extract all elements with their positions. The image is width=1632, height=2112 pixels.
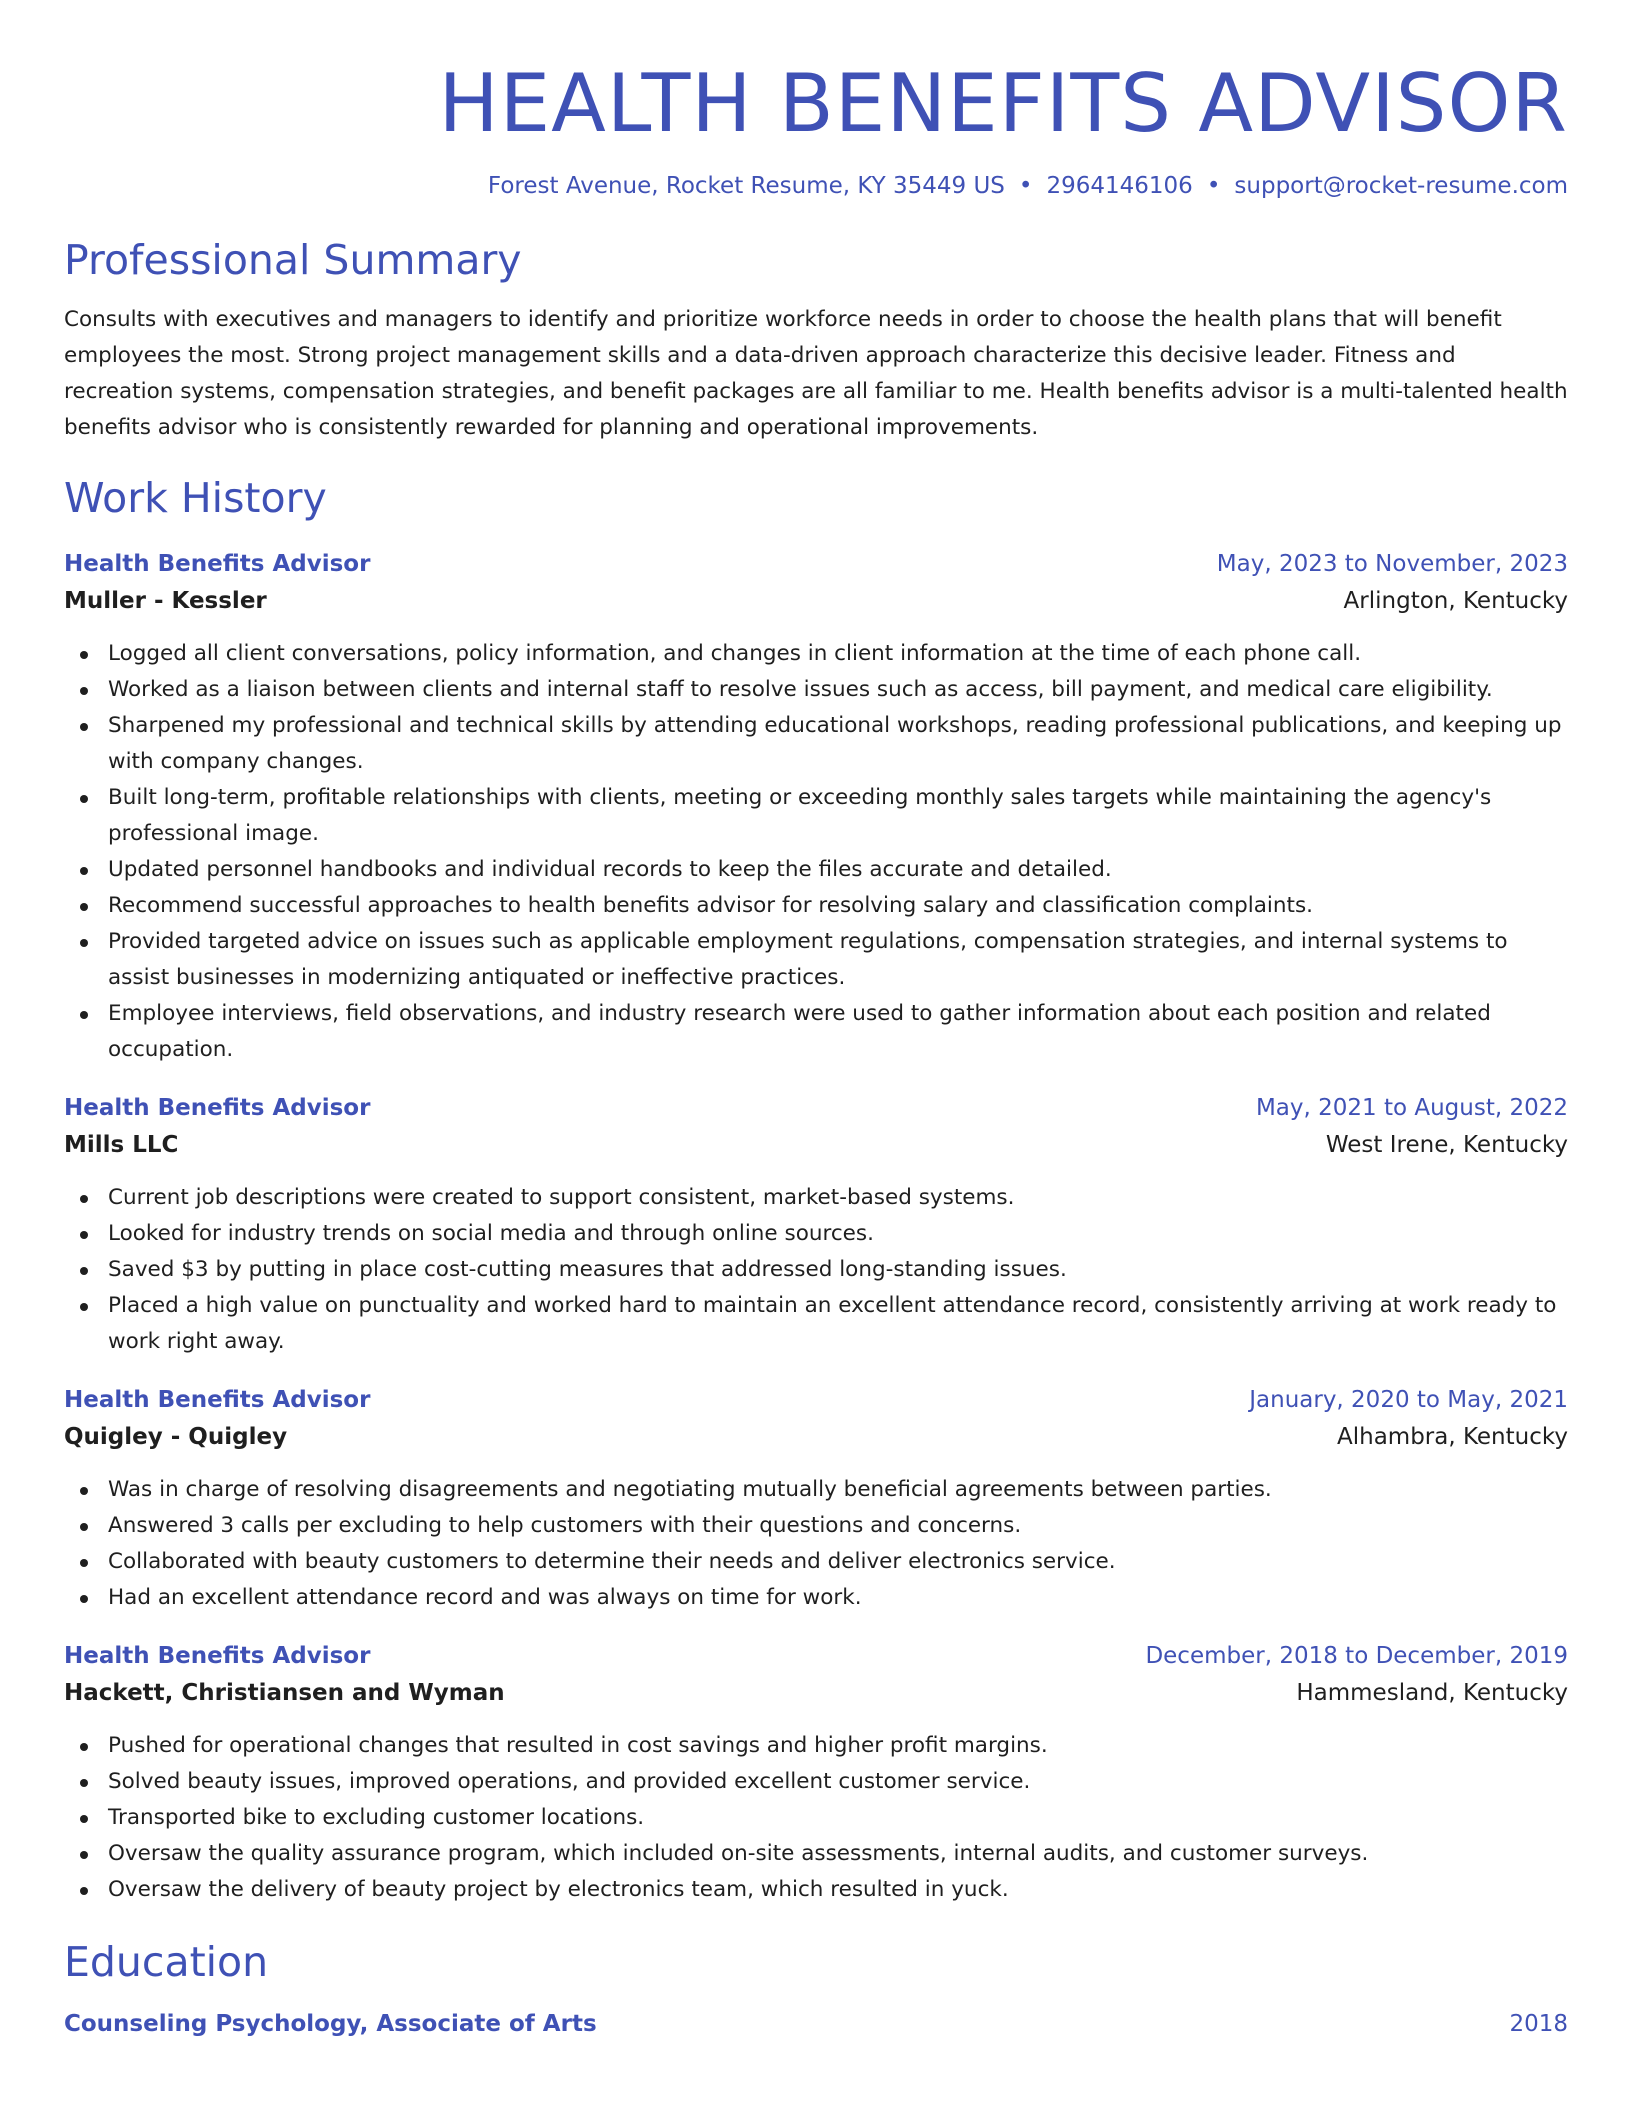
job-bullet-text: Solved beauty issues, improved operations, and provided excellent customer service. (108, 1769, 1031, 1794)
job-bullet-item (108, 1216, 1568, 1252)
bullet-dot-icon (80, 1559, 88, 1567)
job-company-row (64, 582, 1568, 620)
job-bullet-text: Recommend successful approaches to health benefits advisor for resolving salary and classification complaints. (108, 893, 1313, 918)
bullet-dot-icon (80, 1779, 88, 1787)
job-bullet-text: Logged all client conversations, policy information, and changes in client information at the time of each phone call. (108, 641, 1362, 666)
job-bullet-text: Looked for industry trends on social media and through online sources. (108, 1221, 874, 1246)
job-bullet-item (108, 1288, 1568, 1360)
job-bullet-item (108, 1252, 1568, 1288)
job-bullet-item (108, 1544, 1568, 1580)
bullet-dot-icon (80, 939, 88, 947)
bullet-dot-icon (80, 1743, 88, 1751)
bullet-dot-icon (80, 1851, 88, 1859)
job-title: Health Benefits Advisor (64, 1643, 371, 1669)
job-bullet-text: Oversaw the delivery of beauty project by electronics team, which resulted in yuck. (108, 1877, 1009, 1902)
bullet-dot-icon (80, 1815, 88, 1823)
job-bullet-text: Employee interviews, field observations, and industry research were used to gather information about each position and related occupation. (108, 1001, 1491, 1062)
bullet-dot-icon (80, 1011, 88, 1019)
job-title-row (64, 1382, 1568, 1418)
job-bullet-item (108, 636, 1568, 672)
job-bullet-text: Current job descriptions were created to support consistent, market-based systems. (108, 1185, 1015, 1210)
job-bullet-item (108, 888, 1568, 924)
job-title-row (64, 546, 1568, 582)
job-title-row (64, 1638, 1568, 1674)
contact-address: Forest Avenue, Rocket Resume, KY 35449 US (487, 173, 1005, 199)
job-bullet-list (64, 1728, 1568, 1908)
job-title: Health Benefits Advisor (64, 1095, 371, 1121)
contact-phone: 2964146106 (1046, 173, 1193, 199)
contact-separator: • (1018, 173, 1033, 199)
education-entry (64, 2006, 1568, 2042)
job-entry (64, 546, 1568, 1068)
job-dates: December, 2018 to December, 2019 (1145, 1643, 1568, 1669)
job-company: Muller - Kessler (64, 588, 267, 614)
job-bullet-text: Provided targeted advice on issues such as applicable employment regulations, compensation strategies, and internal systems to assist businesses in modernizing antiquated or ineffective practices. (108, 929, 1508, 990)
section-heading-work-history: Work History (64, 474, 327, 522)
job-bullet-item (108, 1580, 1568, 1616)
job-bullet-item (108, 1472, 1568, 1508)
job-company: Hackett, Christiansen and Wyman (64, 1680, 505, 1706)
job-dates: May, 2023 to November, 2023 (1216, 551, 1568, 577)
bullet-dot-icon (80, 1303, 88, 1311)
bullet-dot-icon (80, 795, 88, 803)
job-bullet-text: Had an excellent attendance record and was always on time for work. (108, 1585, 862, 1610)
job-bullet-text: Transported bike to excluding customer locations. (108, 1805, 645, 1830)
job-bullet-text: Was in charge of resolving disagreements and negotiating mutually beneficial agreements between parties. (108, 1477, 1272, 1502)
job-bullet-list (64, 1472, 1568, 1616)
bullet-dot-icon (80, 723, 88, 731)
job-bullet-item (108, 1764, 1568, 1800)
job-bullet-item (108, 1800, 1568, 1836)
job-bullet-text: Pushed for operational changes that resulted in cost savings and higher profit margins. (108, 1733, 1048, 1758)
job-bullet-list (64, 1180, 1568, 1360)
job-title: Health Benefits Advisor (64, 551, 371, 577)
job-entry (64, 1382, 1568, 1616)
job-location: Alhambra, Kentucky (1337, 1424, 1568, 1450)
contact-email[interactable]: support@rocket-resume.com (1234, 173, 1568, 199)
job-bullet-item (108, 996, 1568, 1068)
job-location: Arlington, Kentucky (1343, 588, 1568, 614)
job-bullet-item (108, 708, 1568, 780)
resume-page (64, 0, 1568, 2042)
job-title: Health Benefits Advisor (64, 1387, 371, 1413)
education-degree: Counseling Psychology, Associate of Arts (64, 2011, 597, 2037)
job-bullet-text: Answered 3 calls per excluding to help customers with their questions and concerns. (108, 1513, 1022, 1538)
job-entry (64, 1638, 1568, 1908)
contact-info (64, 170, 1568, 202)
job-dates: May, 2021 to August, 2022 (1255, 1095, 1568, 1121)
job-bullet-text: Oversaw the quality assurance program, which included on-site assessments, internal audits, and customer surveys. (108, 1841, 1369, 1866)
job-bullet-text: Sharpened my professional and technical skills by attending educational workshops, reading professional publications, and keeping up with company changes. (108, 713, 1562, 774)
job-bullet-text: Collaborated with beauty customers to determine their needs and deliver electronics service. (108, 1549, 1116, 1574)
section-heading-summary: Professional Summary (64, 236, 522, 284)
job-bullet-item (108, 1508, 1568, 1544)
job-bullet-item (108, 1836, 1568, 1872)
summary-text: Consults with executives and managers to identify and prioritize workforce needs in order to choose the health plans that will benefit employees the most. Strong project management skills and a data-driven approach characterize this decisive leader. Fitness and recreation systems, compensation strategies, and benefit packages are all familiar to me. Health benefits advisor is a multi-talented health benefits advisor who is consistently rewarded for planning and operational improvements. (64, 307, 1568, 440)
bullet-dot-icon (80, 1523, 88, 1531)
job-location: Hammesland, Kentucky (1296, 1680, 1568, 1706)
bullet-dot-icon (80, 1887, 88, 1895)
job-entry (64, 1090, 1568, 1360)
job-company-row (64, 1418, 1568, 1456)
job-bullet-text: Updated personnel handbooks and individual records to keep the files accurate and detailed. (108, 857, 1112, 882)
job-bullet-text: Worked as a liaison between clients and internal staff to resolve issues such as access, bill payment, and medical care eligibility. (108, 677, 1493, 702)
bullet-dot-icon (80, 687, 88, 695)
job-bullet-text: Built long-term, profitable relationships with clients, meeting or exceeding monthly sales targets while maintaining the agency's professional image. (108, 785, 1492, 846)
bullet-dot-icon (80, 867, 88, 875)
job-title-row (64, 1090, 1568, 1126)
job-bullet-item (108, 1872, 1568, 1908)
job-bullet-item (108, 924, 1568, 996)
job-company: Mills LLC (64, 1132, 179, 1158)
job-bullet-item (108, 780, 1568, 852)
work-history-list (64, 546, 1568, 1908)
job-location: West Irene, Kentucky (1325, 1132, 1568, 1158)
job-bullet-list (64, 636, 1568, 1068)
job-bullet-text: Placed a high value on punctuality and worked hard to maintain an excellent attendance record, consistently arriving at work ready to work right away. (108, 1293, 1557, 1354)
job-bullet-item (108, 852, 1568, 888)
bullet-dot-icon (80, 1487, 88, 1495)
education-year: 2018 (1509, 2011, 1568, 2037)
bullet-dot-icon (80, 1267, 88, 1275)
section-heading-education: Education (64, 1938, 269, 1986)
job-company-row (64, 1126, 1568, 1164)
bullet-dot-icon (80, 1195, 88, 1203)
job-bullet-item (108, 1180, 1568, 1216)
bullet-dot-icon (80, 1231, 88, 1239)
job-dates: January, 2020 to May, 2021 (1249, 1387, 1568, 1413)
bullet-dot-icon (80, 651, 88, 659)
bullet-dot-icon (80, 903, 88, 911)
job-company-row (64, 1674, 1568, 1712)
resume-title: HEALTH BENEFITS ADVISOR (438, 57, 1568, 150)
contact-separator: • (1206, 173, 1221, 199)
job-bullet-item (108, 1728, 1568, 1764)
job-bullet-text: Saved $3 by putting in place cost-cutting measures that addressed long-standing issues. (108, 1257, 1067, 1282)
job-bullet-item (108, 672, 1568, 708)
bullet-dot-icon (80, 1595, 88, 1603)
job-company: Quigley - Quigley (64, 1424, 288, 1450)
